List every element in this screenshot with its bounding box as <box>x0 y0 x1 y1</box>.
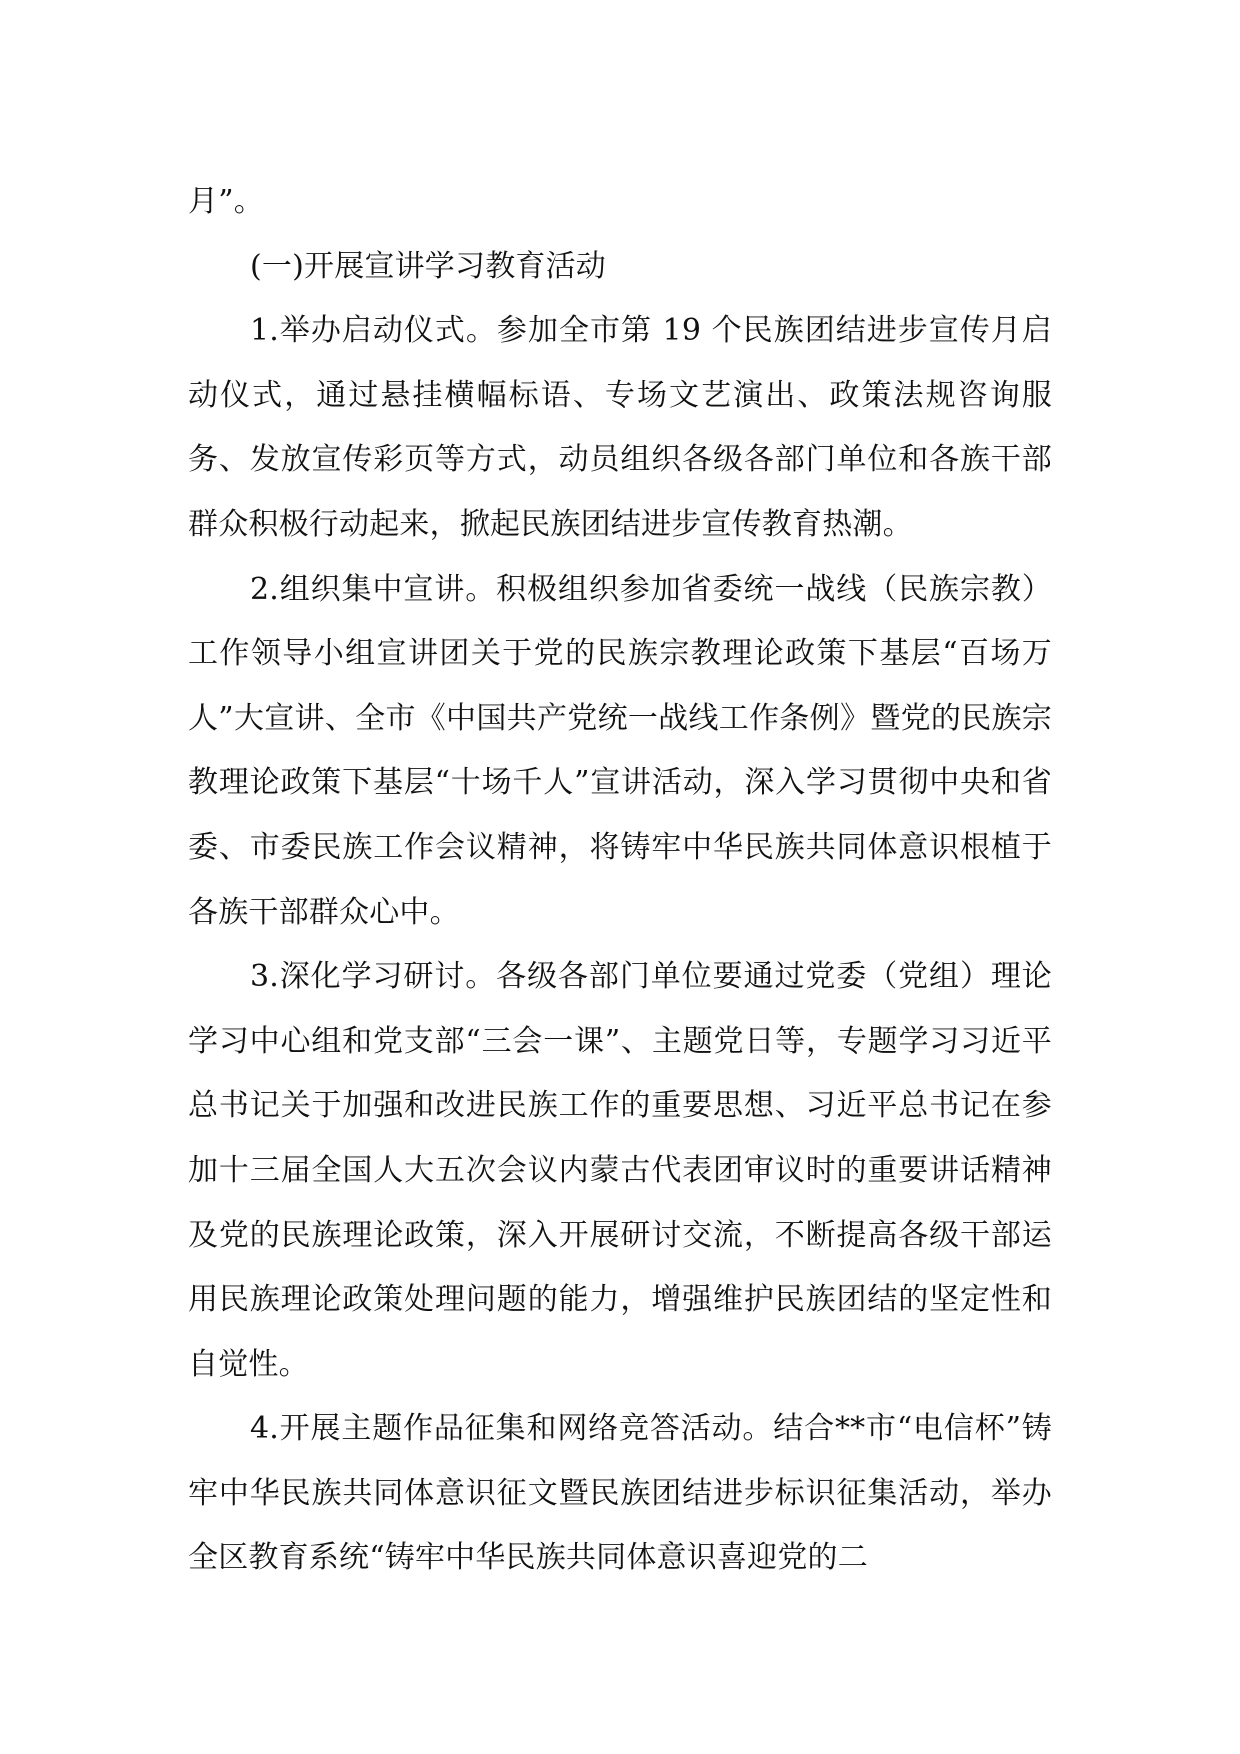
paragraph-continuation: 月”。 <box>188 184 264 219</box>
paragraph-themed-works: 4.开展主题作品征集和网络竞答活动。结合**市“电信杯”铸牢中华民族共同体意识征文暨民族团结进步标识征集活动，举办全区教育系统“铸牢中华民族共同体意识喜迎党的二 <box>188 1411 1052 1576</box>
section-heading: (一)开展宣讲学习教育活动 <box>250 248 607 284</box>
paragraph-launch-ceremony: 1.举办启动仪式。参加全市第 19 个民族团结进步宣传月启动仪式，通过悬挂横幅标语、专场文艺演出、政策法规咨询服务、发放宣传彩页等方式，动员组织各级各部门单位和各族干部群众积极行动起来，掀起民族团结进步宣传教育热潮。 <box>188 313 1052 542</box>
paragraph-centralized-lecture: 2.组织集中宣讲。积极组织参加省委统一战线（民族宗教）工作领导小组宣讲团关于党的民族宗教理论政策下基层“百场万人”大宣讲、全市《中国共产党统一战线工作条例》暨党的民族宗教理论政策下基层“十场千人”宣讲活动，深入学习贯彻中央和省委、市委民族工作会议精神，将铸牢中华民族共同体意识根植于各族干部群众心中。 <box>188 571 1052 930</box>
paragraph-deepen-study: 3.深化学习研讨。各级各部门单位要通过党委（党组）理论学习中心组和党支部“三会一课”、主题党日等，专题学习习近平总书记关于加强和改进民族工作的重要思想、习近平总书记在参加十三届全国人大五次会议内蒙古代表团审议时的重要讲话精神及党的民族理论政策，深入开展研讨交流，不断提高各级干部运用民族理论政策处理问题的能力，增强维护民族团结的坚定性和自觉性。 <box>188 959 1052 1382</box>
document-body <box>188 170 1052 1591</box>
